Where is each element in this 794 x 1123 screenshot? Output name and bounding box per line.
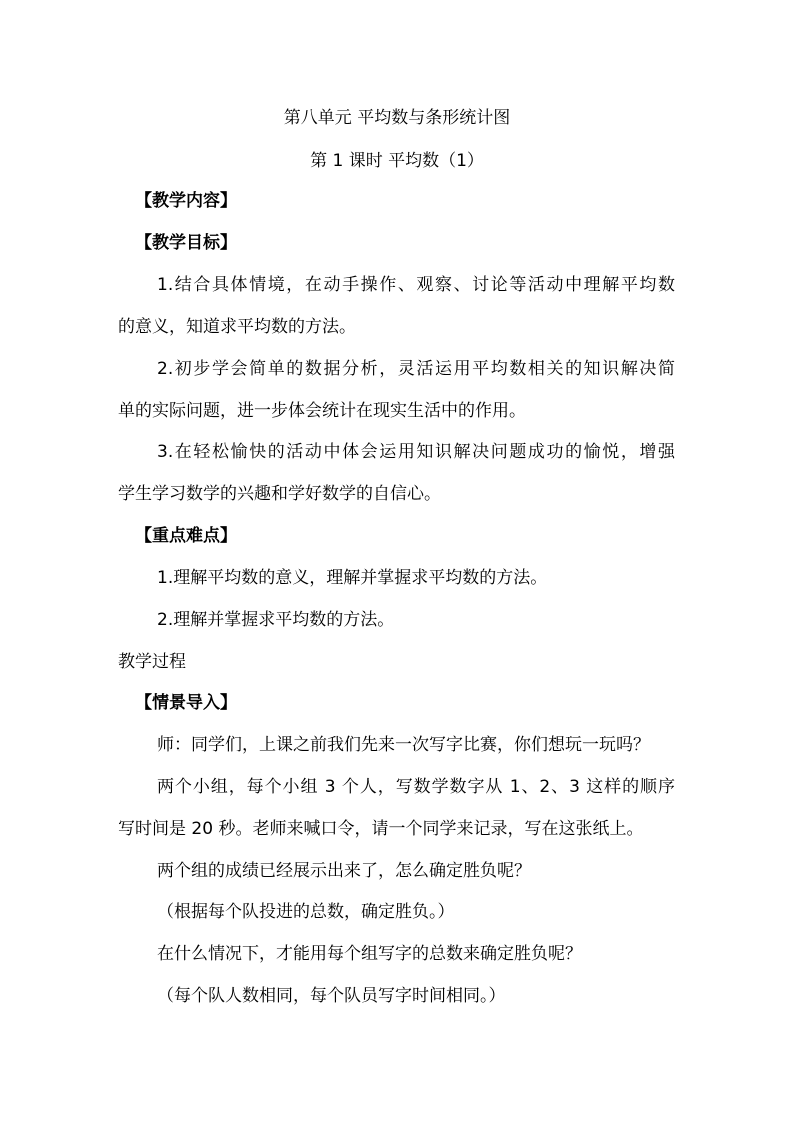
heading-teaching-content: 【教学内容】 bbox=[135, 191, 237, 211]
heading-key-points: 【重点难点】 bbox=[135, 526, 237, 546]
goal-2-line-2: 单的实际问题，进一步体会统计在现实生活中的作用。 bbox=[118, 401, 526, 421]
intro-paragraph-5: 在什么情况下，才能用每个组写字的总数来确定胜负呢？ bbox=[157, 944, 582, 964]
heading-teaching-goals: 【教学目标】 bbox=[135, 233, 237, 253]
key-point-1: 1.理解平均数的意义，理解并掌握求平均数的方法。 bbox=[157, 568, 548, 588]
goal-2-line-1: 2.初步学会简单的数据分析，灵活运用平均数相关的知识解决简 bbox=[157, 359, 675, 379]
intro-paragraph-2-line-1: 两个小组，每个小组 3 个人，写数学数字从 1、2、3 这样的顺序 bbox=[157, 777, 675, 797]
goal-3-line-2: 学生学习数学的兴趣和学好数学的自信心。 bbox=[118, 484, 441, 504]
intro-paragraph-3: 两个组的成绩已经展示出来了，怎么确定胜负呢？ bbox=[157, 861, 531, 881]
heading-teaching-process: 教学过程 bbox=[118, 652, 186, 672]
intro-paragraph-2-line-2: 写时间是 20 秒。老师来喊口令，请一个同学来记录，写在这张纸上。 bbox=[118, 819, 644, 839]
intro-paragraph-1: 师：同学们，上课之前我们先来一次写字比赛，你们想玩一玩吗？ bbox=[157, 735, 650, 755]
intro-paragraph-6: （每个队人数相同，每个队员写字时间相同。） bbox=[157, 986, 506, 1006]
lesson-subtitle: 第 1 课时 平均数（1） bbox=[310, 151, 484, 171]
goal-1-line-1: 1.结合具体情境，在动手操作、观察、讨论等活动中理解平均数 bbox=[157, 275, 675, 295]
goal-3-line-1: 3.在轻松愉快的活动中体会运用知识解决问题成功的愉悦，增强 bbox=[157, 442, 675, 462]
goal-1-line-2: 的意义，知道求平均数的方法。 bbox=[118, 317, 356, 337]
document-title: 第八单元 平均数与条形统计图 bbox=[283, 108, 511, 128]
key-point-2: 2.理解并掌握求平均数的方法。 bbox=[157, 610, 395, 630]
intro-paragraph-4: （根据每个队投进的总数，确定胜负。） bbox=[157, 902, 455, 922]
heading-scenario-intro: 【情景导入】 bbox=[135, 693, 237, 713]
